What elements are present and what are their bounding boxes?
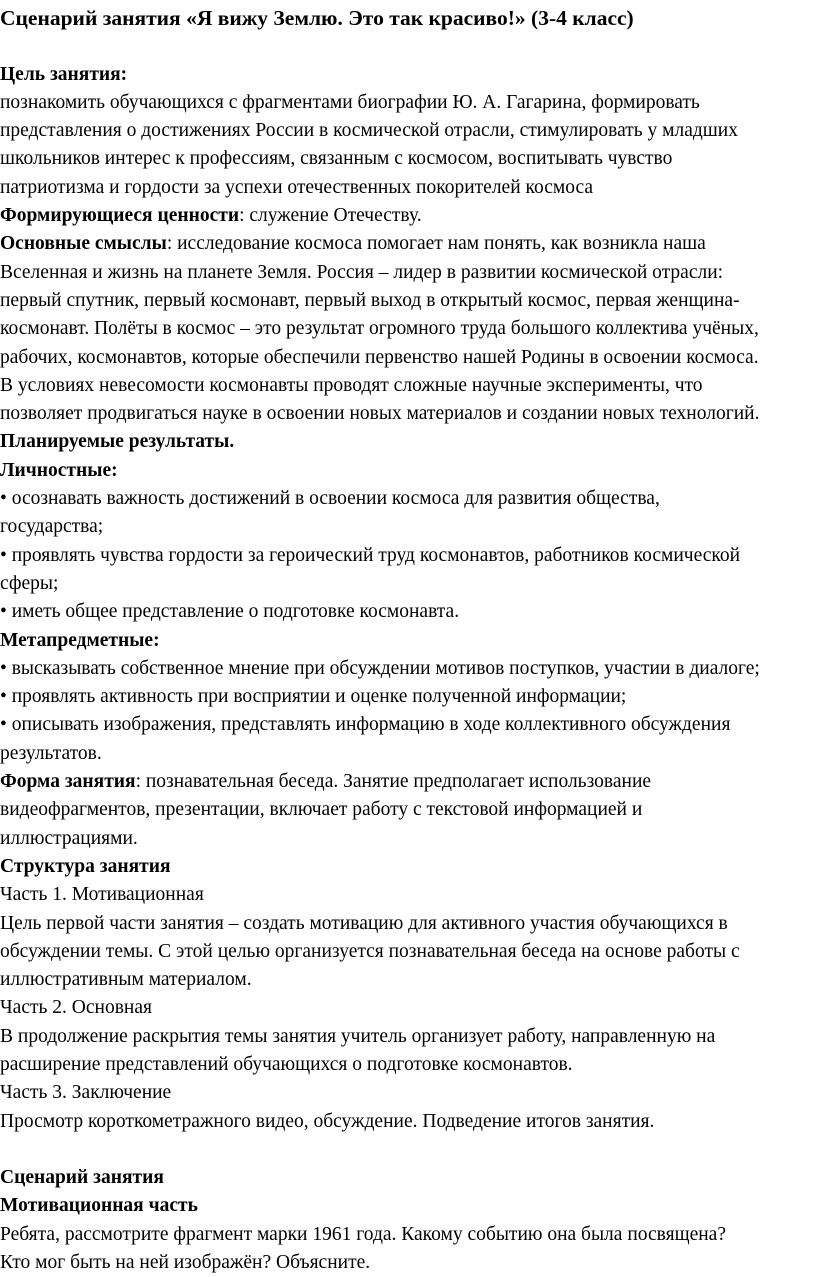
meanings-line: космонавт. Полёты в космос – это результат огромного труда большого коллектива учёных, (0, 318, 759, 340)
goal-line: патриотизма и гордости за успехи отечественных покорителей космоса (0, 176, 594, 198)
goal-line: школьников интерес к профессиям, связанным с космосом, воспитывать чувство (0, 148, 673, 170)
form-line: видеофрагментов, презентации, включает работу с текстовой информацией и (0, 799, 643, 821)
meta-heading: Метапредметные: (0, 629, 160, 651)
personal-item: • иметь общее представление о подготовке космонавта. (0, 601, 460, 623)
meta-item: • высказывать собственное мнение при обсуждении мотивов поступков, участии в диалоге; (0, 657, 760, 679)
scenario-subheading: Мотивационная часть (0, 1195, 198, 1217)
meanings-line: первый спутник, первый космонавт, первый выход в открытый космос, первая женщина- (0, 289, 740, 311)
form-paragraph: Форма занятия: познавательная беседа. Занятие предполагает использование (0, 771, 652, 793)
part-title: Часть 1. Мотивационная (0, 884, 204, 906)
goal-line: познакомить обучающихся с фрагментами биографии Ю. А. Гагарина, формировать (0, 91, 700, 113)
part-line: иллюстративным материалом. (0, 969, 252, 991)
meanings-paragraph: Основные смыслы: исследование космоса помогает нам понять, как возникла наша (0, 233, 706, 255)
scenario-line: Кто мог быть на ней изображён? Объясните. (0, 1252, 371, 1274)
part-title: Часть 3. Заключение (0, 1082, 172, 1104)
values-heading: Формирующиеся ценности (0, 205, 240, 227)
meanings-line: В условиях невесомости космонавты проводят сложные научные эксперименты, что (0, 374, 703, 396)
part-line: Просмотр короткометражного видео, обсуждение. Подведение итогов занятия. (0, 1110, 655, 1132)
part-title: Часть 2. Основная (0, 997, 152, 1019)
structure-heading: Структура занятия (0, 855, 171, 877)
personal-item: государства; (0, 516, 104, 538)
form-heading: Форма занятия (0, 771, 136, 793)
meanings-line: рабочих, космонавтов, которые обеспечили первенство нашей Родины в освоении космоса. (0, 346, 759, 368)
meanings-line: Вселенная и жизнь на планете Земля. Россия – лидер в развитии космической отрасли: (0, 261, 724, 283)
personal-item: • проявлять чувства гордости за героический труд космонавтов, работников космической (0, 544, 741, 566)
part-line: обсуждении темы. С этой целью организуется познавательная беседа на основе работы с (0, 940, 740, 962)
form-line: иллюстрациями. (0, 827, 138, 849)
personal-item: сферы; (0, 572, 59, 594)
scenario-line: Ребята, рассмотрите фрагмент марки 1961 года. Какому событию она была посвящена? (0, 1223, 726, 1245)
meta-item: результатов. (0, 742, 102, 764)
scenario-heading: Сценарий занятия (0, 1167, 164, 1189)
spacer (0, 1136, 816, 1164)
part-line: В продолжение раскрытия темы занятия учитель организует работу, направленную на (0, 1025, 716, 1047)
meanings-line: позволяет продвигаться науке в освоении новых материалов и создании новых технологий. (0, 403, 760, 425)
personal-item: • осознавать важность достижений в освоении космоса для развития общества, (0, 488, 660, 510)
document-title: Сценарий занятия «Я вижу Землю. Это так красиво!» (3-4 класс) (0, 6, 634, 30)
goal-heading: Цель занятия: (0, 63, 128, 85)
part-line: Цель первой части занятия – создать мотивацию для активного участия обучающихся в (0, 912, 728, 934)
meta-item: • проявлять активность при восприятии и оценке полученной информации; (0, 686, 627, 708)
part-line: расширение представлений обучающихся о подготовке космонавтов. (0, 1053, 573, 1075)
personal-heading: Личностные: (0, 459, 118, 481)
values-paragraph (0, 202, 816, 230)
values-text: : служение Отечеству. (239, 205, 422, 227)
meanings-heading: Основные смыслы (0, 233, 167, 255)
spacer (0, 32, 816, 60)
meta-item: • описывать изображения, представлять информацию в ходе коллективного обсуждения (0, 714, 731, 736)
goal-line: представления о достижениях России в космической отрасли, стимулировать у младших (0, 120, 738, 142)
results-heading: Планируемые результаты. (0, 431, 235, 453)
